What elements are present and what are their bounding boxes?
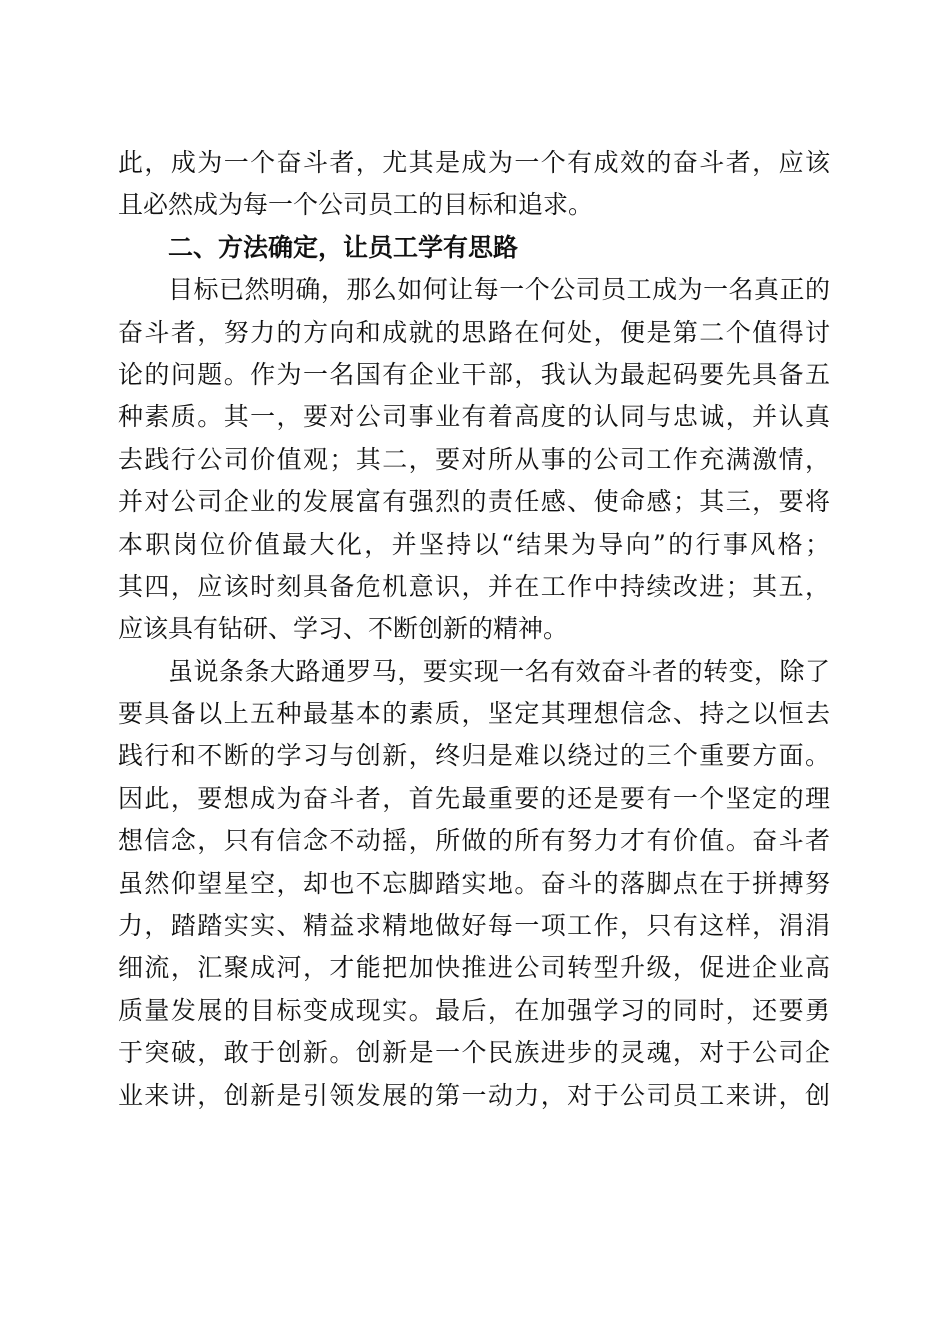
paragraph-line: 去践行公司价值观；其二，要对所从事的公司工作充满激情， — [118, 444, 830, 474]
section-heading: 二、方法确定，让员工学有思路 — [168, 232, 519, 262]
paragraph-line: 种素质。其一，要对公司事业有着高度的认同与忠诚，并认真 — [118, 402, 830, 432]
paragraph-line: 业来讲，创新是引领发展的第一动力，对于公司员工来讲，创 — [118, 1080, 830, 1110]
paragraph-line: 于突破，敢于创新。创新是一个民族进步的灵魂，对于公司企 — [118, 1038, 830, 1068]
document-body — [118, 142, 830, 1117]
paragraph-line: 此，成为一个奋斗者，尤其是成为一个有成效的奋斗者，应该 — [118, 148, 830, 177]
paragraph-line: 要具备以上五种最基本的素质，坚定其理想信念、持之以恒去 — [118, 699, 830, 729]
paragraph-line: 践行和不断的学习与创新，终归是难以绕过的三个重要方面。 — [118, 741, 830, 771]
paragraph-line: 因此，要想成为奋斗者，首先最重要的还是要有一个坚定的理 — [118, 783, 830, 813]
paragraph-line: 本职岗位价值最大化，并坚持以“结果为导向”的行事风格； — [118, 529, 830, 559]
paragraph-line: 并对公司企业的发展富有强烈的责任感、使命感；其三，要将 — [118, 487, 830, 517]
paragraph-line: 论的问题。作为一名国有企业干部，我认为最起码要先具备五 — [118, 359, 830, 389]
paragraph-line: 虽说条条大路通罗马，要实现一名有效奋斗者的转变，除了 — [168, 656, 830, 686]
paragraph-line: 奋斗者，努力的方向和成就的思路在何处，便是第二个值得讨 — [118, 317, 830, 347]
paragraph-line: 其四，应该时刻具备危机意识，并在工作中持续改进；其五， — [118, 571, 830, 601]
paragraph-line: 想信念，只有信念不动摇，所做的所有努力才有价值。奋斗者 — [118, 826, 830, 856]
paragraph-line: 且必然成为每一个公司员工的目标和追求。 — [118, 190, 594, 220]
paragraph-line: 目标已然明确，那么如何让每一个公司员工成为一名真正的 — [168, 275, 830, 305]
paragraph-line: 虽然仰望星空，却也不忘脚踏实地。奋斗的落脚点在于拼搏努 — [118, 868, 830, 898]
paragraph-line: 力，踏踏实实、精益求精地做好每一项工作，只有这样，涓涓 — [118, 911, 830, 941]
paragraph-line: 应该具有钻研、学习、不断创新的精神。 — [118, 614, 569, 644]
paragraph-line: 细流，汇聚成河，才能把加快推进公司转型升级，促进企业高 — [118, 953, 830, 983]
paragraph-line: 质量发展的目标变成现实。最后，在加强学习的同时，还要勇 — [118, 995, 830, 1025]
